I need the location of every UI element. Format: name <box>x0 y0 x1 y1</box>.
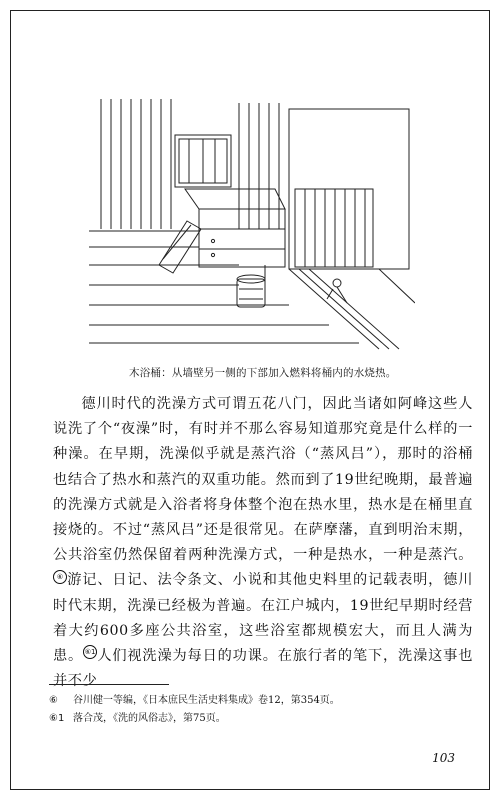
footnote-ref-61: ⑥1 <box>83 645 97 659</box>
paragraph-part-3: 人们视洗澡为每日的功课。在旅行者的笔下，洗澡这事也并不少 <box>53 648 473 690</box>
paragraph-part-2: 游记、日记、法令条文、小说和其他史料里的记载表明，德川时代末期，洗澡已经极为普遍。在江户城内，19世纪早期时经营着大约600多座公共浴室，这些浴室都规模宏大，而且人满为患。 <box>53 572 473 665</box>
footnote-number: ⑥1 <box>49 713 65 724</box>
footnote-60 <box>49 692 469 710</box>
footnote-divider <box>49 684 169 685</box>
footnote-ref-60: ⑥ <box>53 570 67 584</box>
book-page <box>10 10 490 790</box>
wooden-bathtub-illustration-icon <box>89 89 415 353</box>
page-number: 103 <box>432 751 455 765</box>
paragraph <box>53 392 473 694</box>
footnote-text: 谷川健一等编，《日本庶民生活史料集成》卷12，第354页。 <box>73 695 340 706</box>
footnote-61 <box>49 710 469 728</box>
footnote-text: 落合茂，《洗的风俗志》，第75页。 <box>73 713 226 724</box>
figure-caption: 木浴桶：从墙壁另一侧的下部加入燃料将桶内的水烧热。 <box>129 367 397 379</box>
paragraph-part-1: 德川时代的洗澡方式可谓五花八门，因此当诸如阿峰这些人说洗了个“夜澡”时，有时并不那么容易知道那究竟是什么样的一种澡。在早期，洗澡似乎就是蒸汽浴（“蒸风吕”），那时的浴桶也结合了热水和蒸汽的双重功能。然而到了19世纪晚期，最普遍的洗澡方式就是入浴者将身体整个泡在热水里，热水是在桶里直接烧的。不过“蒸风吕”还是很常见。在萨摩藩，直到明治末期，公共浴室仍然保留着两种洗澡方式，一种是热水，一种是蒸汽。 <box>53 396 473 564</box>
footnotes <box>49 692 469 728</box>
bathtub-illustration <box>89 89 415 353</box>
body-text <box>53 392 473 694</box>
footnote-number: ⑥ <box>49 695 58 706</box>
